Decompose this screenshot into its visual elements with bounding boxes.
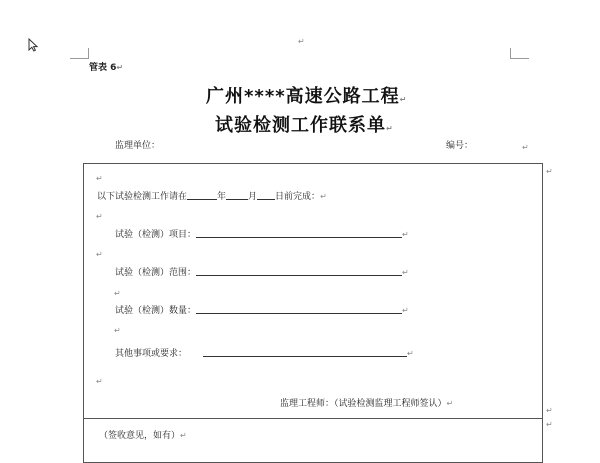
paragraph-mark-icon: ↵ xyxy=(96,212,103,221)
paragraph-mark-icon: ↵ xyxy=(298,37,305,46)
date-suffix: 日前完成： xyxy=(275,192,321,202)
engineer-signature-row xyxy=(280,399,453,410)
paragraph-mark-icon: ↵ xyxy=(320,192,327,201)
paragraph-mark-icon: ↵ xyxy=(407,349,414,358)
paragraph-mark-icon: ↵ xyxy=(546,406,553,415)
paragraph-mark-icon: ↵ xyxy=(96,250,103,259)
paragraph-mark-icon: ↵ xyxy=(116,63,124,72)
title-line-2: 试验检测工作联系单 xyxy=(215,115,386,136)
margin-corner-mark xyxy=(70,48,89,59)
paragraph-mark-icon: ↵ xyxy=(180,431,187,440)
test-quantity-label: 试验（检测）数量： xyxy=(115,306,197,316)
test-scope-blank[interactable] xyxy=(196,266,402,276)
receipt-opinion-row xyxy=(99,431,187,442)
month-label: 月 xyxy=(248,192,258,202)
engineer-signature-label: 监理工程师：（试验检测监理工程师签认） xyxy=(280,399,447,409)
document-subtitle xyxy=(215,111,394,137)
other-requirements-row xyxy=(115,347,414,360)
paragraph-mark-icon: ↵ xyxy=(402,306,409,315)
test-scope-row xyxy=(115,266,409,279)
test-quantity-row xyxy=(115,304,409,317)
other-requirements-label: 其他事项或要求： xyxy=(115,349,188,359)
paragraph-mark-icon: ↵ xyxy=(96,377,103,386)
test-scope-label: 试验（检测）范围： xyxy=(115,268,197,278)
paragraph-mark-icon: ↵ xyxy=(402,268,409,277)
paragraph-mark-icon: ↵ xyxy=(386,124,394,133)
paragraph-mark-icon: ↵ xyxy=(522,143,529,152)
test-quantity-blank[interactable] xyxy=(196,304,402,314)
paragraph-mark-icon: ↵ xyxy=(399,95,408,104)
completion-date-line xyxy=(97,190,327,203)
other-requirements-blank[interactable] xyxy=(203,347,407,357)
year-blank[interactable] xyxy=(187,190,217,200)
document-title xyxy=(206,82,407,108)
test-item-label: 试验（检测）项目： xyxy=(115,230,197,240)
paragraph-mark-icon: ↵ xyxy=(446,399,454,408)
paragraph-mark-icon: ↵ xyxy=(114,326,121,335)
test-item-row xyxy=(115,228,409,241)
paragraph-mark-icon: ↵ xyxy=(402,230,409,239)
paragraph-mark-icon: ↵ xyxy=(96,174,103,183)
form-table-divider xyxy=(83,418,543,419)
supervision-unit-label: 监理单位： xyxy=(115,141,161,151)
year-label: 年 xyxy=(217,192,227,202)
request-prefix: 以下试验检测工作请在 xyxy=(97,192,188,202)
paragraph-mark-icon: ↵ xyxy=(546,420,553,429)
test-item-blank[interactable] xyxy=(196,228,402,238)
paragraph-mark-icon: ↵ xyxy=(114,289,121,298)
margin-corner-mark xyxy=(510,48,529,59)
day-blank[interactable] xyxy=(257,190,275,200)
receipt-opinion-label: （签收意见，如有） xyxy=(99,431,181,441)
serial-number-label: 编号： xyxy=(446,141,474,151)
paragraph-mark-icon: ↵ xyxy=(546,167,553,176)
form-number-text: 管表 6 xyxy=(89,63,117,73)
month-blank[interactable] xyxy=(226,190,248,200)
title-line-1: 广州****高速公路工程 xyxy=(206,86,400,107)
form-number xyxy=(89,63,123,74)
mouse-pointer-icon xyxy=(28,38,38,56)
